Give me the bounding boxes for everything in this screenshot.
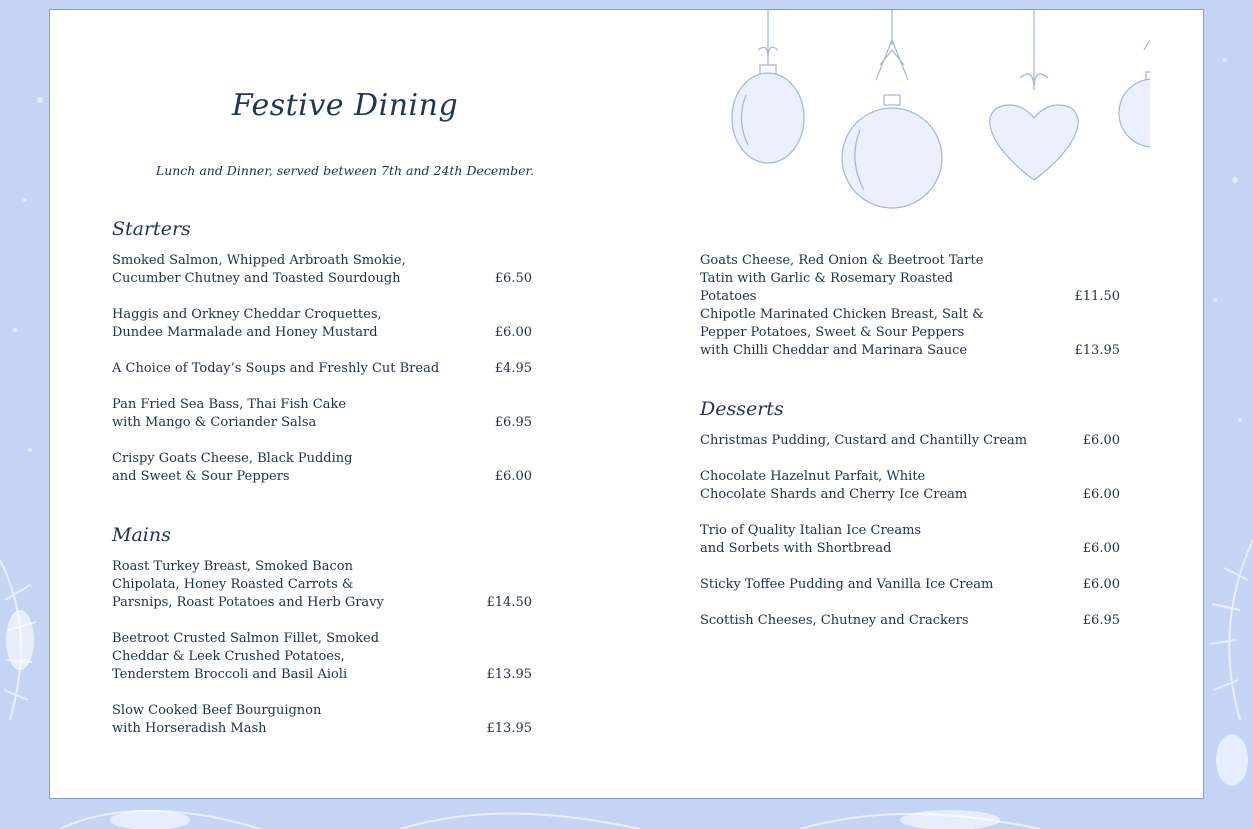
item-price: £6.95 bbox=[494, 415, 532, 430]
section-heading-mains: Mains bbox=[112, 524, 171, 546]
item-price: £6.95 bbox=[1082, 613, 1120, 628]
item-price: £6.00 bbox=[494, 325, 532, 340]
item-description: Chocolate Hazelnut Parfait, White Chocolate Shards and Cherry Ice Cream bbox=[700, 469, 968, 502]
menu-item bbox=[700, 432, 1120, 450]
item-description: Christmas Pudding, Custard and Chantilly Cream bbox=[700, 433, 1028, 448]
item-description: Scottish Cheeses, Chutney and Crackers bbox=[700, 613, 969, 628]
heart-ornament-icon bbox=[990, 10, 1078, 180]
item-price: £6.00 bbox=[1082, 487, 1120, 502]
item-price: £6.00 bbox=[1082, 541, 1120, 556]
section-heading-starters: Starters bbox=[112, 218, 191, 240]
item-price: £11.50 bbox=[1074, 289, 1120, 304]
item-price: £13.95 bbox=[486, 667, 532, 682]
item-description: Sticky Toffee Pudding and Vanilla Ice Cream bbox=[700, 577, 994, 592]
menu-subtitle: Lunch and Dinner, served between 7th and 24th December. bbox=[155, 163, 535, 178]
item-description: Beetroot Crusted Salmon Fillet, Smoked Cheddar & Leek Crushed Potatoes, Tenderstem Broccoli and Basil Aioli bbox=[112, 631, 380, 682]
item-price: £6.00 bbox=[1082, 577, 1120, 592]
item-description: Trio of Quality Italian Ice Creams and Sorbets with Shortbread bbox=[700, 523, 922, 556]
item-price: £4.95 bbox=[494, 361, 532, 376]
menu-item bbox=[112, 306, 532, 342]
menu-item bbox=[700, 612, 1120, 630]
item-price: £13.95 bbox=[1074, 343, 1120, 358]
menu-item bbox=[700, 576, 1120, 594]
menu-card bbox=[49, 9, 1204, 799]
menu-item bbox=[700, 522, 1120, 558]
item-price: £6.00 bbox=[1082, 433, 1120, 448]
menu-item bbox=[112, 630, 532, 684]
menu-item bbox=[112, 450, 532, 486]
menu-item bbox=[112, 360, 532, 378]
menu-item bbox=[112, 396, 532, 432]
item-price: £14.50 bbox=[486, 595, 532, 610]
bauble-icon bbox=[842, 10, 942, 208]
menu-item bbox=[700, 252, 1120, 306]
item-description: Chipotle Marinated Chicken Breast, Salt & Pepper Potatoes, Sweet & Sour Peppers with Chilli Cheddar and Marinara Sauce bbox=[700, 307, 984, 358]
section-heading-desserts: Desserts bbox=[700, 398, 784, 420]
menu-item bbox=[700, 306, 1120, 360]
item-price: £6.00 bbox=[494, 469, 532, 484]
bauble-icon bbox=[732, 10, 804, 163]
item-price: £13.95 bbox=[486, 721, 532, 736]
item-description: Roast Turkey Breast, Smoked Bacon Chipolata, Honey Roasted Carrots & Parsnips, Roast Potatoes and Herb Gravy bbox=[112, 559, 384, 610]
item-price: £6.50 bbox=[494, 271, 532, 286]
item-description: A Choice of Today’s Soups and Freshly Cut Bread bbox=[112, 361, 440, 376]
item-description: Haggis and Orkney Cheddar Croquettes, Dundee Marmalade and Honey Mustard bbox=[112, 307, 382, 340]
menu-item bbox=[112, 252, 532, 288]
item-description: Crispy Goats Cheese, Black Pudding and Sweet & Sour Peppers bbox=[112, 451, 353, 484]
item-description: Slow Cooked Beef Bourguignon with Horseradish Mash bbox=[112, 703, 322, 736]
item-description: Smoked Salmon, Whipped Arbroath Smokie, Cucumber Chutney and Toasted Sourdough bbox=[112, 253, 406, 286]
bauble-icon bbox=[1119, 10, 1150, 147]
item-description: Goats Cheese, Red Onion & Beetroot Tarte Tatin with Garlic & Rosemary Roasted Potatoes bbox=[700, 253, 984, 304]
item-description: Pan Fried Sea Bass, Thai Fish Cake with Mango & Coriander Salsa bbox=[112, 397, 347, 430]
menu-item bbox=[112, 558, 532, 612]
hanging-ornaments bbox=[680, 10, 1150, 220]
menu-title: Festive Dining bbox=[231, 88, 459, 123]
menu-item bbox=[112, 702, 532, 738]
menu-item bbox=[700, 468, 1120, 504]
